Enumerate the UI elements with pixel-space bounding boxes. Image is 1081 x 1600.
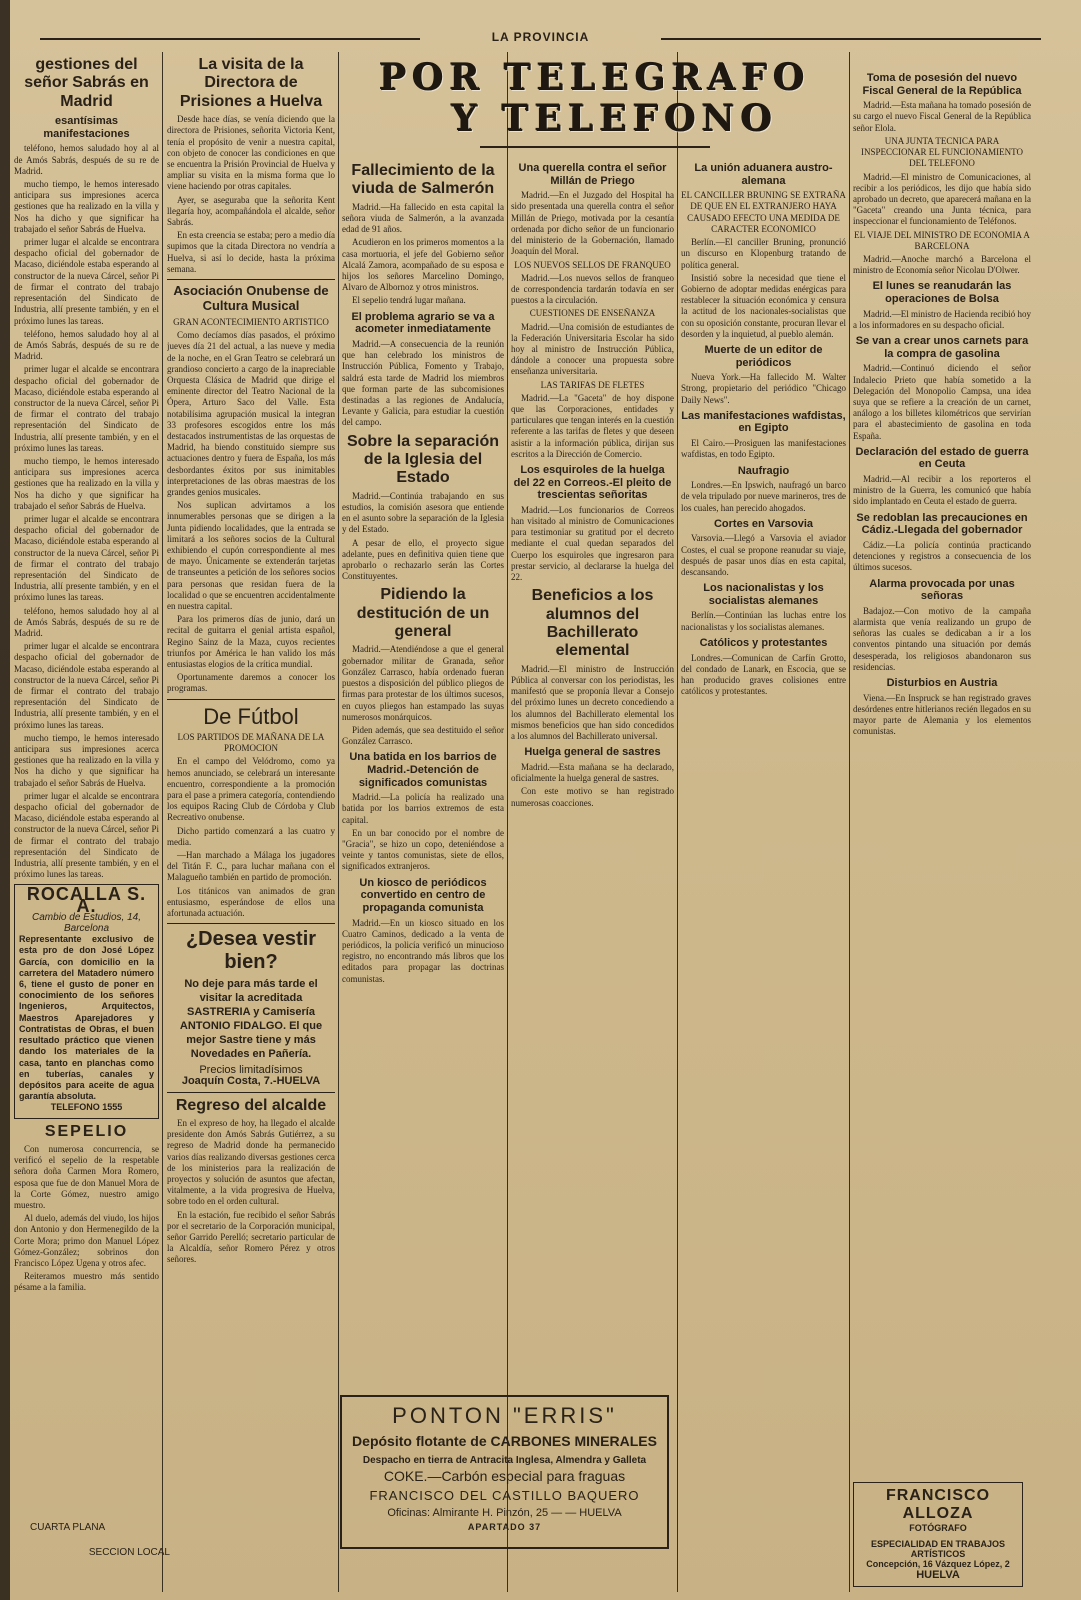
headline: Una querella contra el señor Millán de Priego <box>518 162 667 187</box>
paragraph: Londres.—Comunican de Carfín Grotto, del condado de Lanark, en Escocia, que se han producido graves colisiones entre católicos y protestantes. <box>681 652 846 697</box>
ad-subtitle: Cambio de Estudios, 14, Barcelona <box>32 911 141 935</box>
paragraph: Los titánicos van animados de gran entusiasmo, esperándose de ellos una afortunada actuación. <box>167 885 335 918</box>
paragraph: En esta creencia se estaba; pero a medio día supimos que la citada Directora no vendría a Huelva, si así lo decide, hasta la próxima semana. <box>167 230 335 274</box>
headline: Disturbios en Austria <box>886 677 998 689</box>
headline: ¿Desea vestir bien? <box>185 928 317 974</box>
paragraph: Madrid.—Ha fallecido en esta capital la señora viuda de Salmerón, a la avanzada edad de 91 años. <box>342 201 504 235</box>
banner-line-1: POR TELEGRAFO <box>379 57 811 99</box>
ponton-erris-ad <box>340 1395 669 1549</box>
section-footer <box>30 1522 170 1572</box>
headline: Se van a crear unos carnets para la compra de gasolina <box>855 335 1029 360</box>
ad-title: PONTON "ERRIS" <box>392 1403 617 1428</box>
subheadline: CUESTIONES DE ENSEÑANZA <box>529 308 656 319</box>
subheadline: LAS TARIFAS DE FLETES <box>540 379 645 390</box>
column-divider <box>338 52 339 1592</box>
banner-underline <box>480 146 710 148</box>
headline: Huelga general de sastres <box>524 746 661 759</box>
divider <box>167 1092 335 1093</box>
paragraph: Madrid.—Anoche marchó a Barcelona el ministro de Economía señor Nicolau D'Olwer. <box>853 253 1031 276</box>
column-3 <box>342 158 504 1388</box>
divider <box>167 923 335 924</box>
paragraph: A pesar de ello, el proyecto sigue adelante, pues en definitiva quien tiene que aprobarlo o rechazarlo serán las Cortes Constituyentes. <box>342 537 504 582</box>
paragraph: teléfono, hemos saludado hoy al al de Amós Sabrás, después de su re de Madrid. <box>14 328 159 362</box>
paragraph: Varsovia.—Llegó a Varsovia el aviador Costes, el cual se propone reanudar su viaje, después de pasar unos días en esta capital, descansando. <box>681 533 846 577</box>
paragraph: En la estación, fue recibido el señor Sabrás por el secretario de la Corporación municipal, señor Garrido Perelló; secretario particular de la Alcaldía, señor Romero Pérez y otros señores. <box>167 1209 335 1265</box>
paragraph: Madrid.—En un kiosco situado en los Cuatro Caminos, dedicado a la venta de periódicos, la policía verificó un minucioso registro, no encontrando más libros que los editados para propagar las doctrinas comunistas. <box>342 917 504 984</box>
column-5 <box>681 158 846 1588</box>
headline: Se redoblan las precauciones en Cádiz.-Llegada del gobernador <box>856 511 1028 537</box>
paragraph: Madrid.—Esta mañana ha tomado posesión de su cargo el nuevo Fiscal General de la República señor Elola. <box>853 100 1031 133</box>
paragraph: Insistió sobre la necesidad que tiene el Gobierno de adoptar medidas enérgicas para restablecer la situación económica y censura la actitud de los nacionales-socialistas que con su oposición constante, procuran llevar el desorden y la inquietud, al pueblo alemán. <box>681 272 846 339</box>
paragraph: En un bar conocido por el nombre de "Gracia", se hizo un copo, deteniéndose a veinte y tantos comunistas, siete de ellos, significados extranjeros. <box>342 827 504 872</box>
headline: Los nacionalistas y los socialistas alemanes <box>703 582 824 607</box>
paragraph: Al duelo, además del viudo, los hijos don Antonio y don Hermenegildo de la Corte Mora; primo don Manuel López Gómez-González; sobrinos don Francisco López Ugena y otros afec. <box>14 1213 159 1268</box>
subheadline: EL CANCILLER BRUNING SE EXTRAÑA DE QUE EN EL EXTRANJERO HAYA CAUSADO EFECTO UNA MEDIDA DE CARACTER ECONOMICO <box>681 190 846 234</box>
paragraph: Madrid.—Al recibir a los reporteros el ministro de la Guerra, les comunicó que había sido implantado en Ceuta el estado de guerra. <box>853 474 1031 507</box>
page-edge-shadow <box>0 0 10 1600</box>
paragraph: Madrid.—El ministro de Instrucción Pública al conversar con los periodistas, les manifestó que se proponía llevar a Consejo del próximo lunes un decreto concediendo a los alumnos del Bachillerato elemental los mismos beneficios que han sido concedidos a los alumnos del Bachillerato universal. <box>511 663 674 742</box>
paragraph: Reiteramos muestro más sentido pésame a la familia. <box>14 1271 159 1293</box>
ad-city: HUELVA <box>916 1569 960 1581</box>
paragraph: primer lugar el alcalde se encontrara despacho oficial del gobernador de Macaso, diciéndole estaba esperando al constructor de la nueva Cárcel, señor Pi de firmar el contrato del trabajo representación del Sindicato de Industria, allí presente también, y en el próximo lunes las tareas. <box>14 641 159 730</box>
headline: Una batida en los barrios de Madrid.-Detención de significados comunistas <box>349 751 497 789</box>
paragraph: Como decíamos días pasados, el próximo jueves día 21 del actual, a las nueve y media de la noche, en el Gran Teatro se celebrará un grandioso concierto a cargo de la inapreciable Orquesta Clásica de Madrid que dirige el eminente director del Teatro Nacional de la Ópera, Arturo Saco del Valle. Esta notabilísima agrupación musical la integran 33 profesores escogidos entre los más destacados instrumentistas de las orquestas de Madrid, ha biendo constituido siempre sus actuaciones dentro y fuera de España, los más desbordantes éxitos por sus inimitables interpretaciones de las obras maestras de los grandes genios musicales. <box>167 330 335 497</box>
paragraph: mucho tiempo, le hemos interesado anticipara sus impresiones acerca gestiones que ha realizado en la villa y Nos ha dicho y que significar ha trabajado el señor Sabrás de Huelva. <box>14 179 159 234</box>
ad-line: Despacho en tierra de Antracita Inglesa, Almendra y Galleta <box>362 1455 647 1466</box>
column-6 <box>853 68 1031 1468</box>
column-divider <box>677 52 678 1592</box>
headline: La visita de la Directora de Prisiones a Huelva <box>179 56 323 110</box>
paragraph: Madrid.—En el Juzgado del Hospital ha sido presentada una querella contra el señor Millán de Priego, motivada por la cesantía ordenada por dicho señor de un funcionario del ministerio de la Gobernación, llamado Joaquín del Moral. <box>511 190 674 257</box>
paragraph: Nos suplican advirtamos a los innumerables personas que se dirigen a la Junta pidiendo localidades, que la entrada se limitará a los señores socios de la Cultural exhibiendo el cupón correspondiente al mes de mayo. Únicamente se extenderán tarjetas de transeuntes a petición de los señores socios para personas que residan fuera de la localidad o que se encuentren accidentalmente en nuestra capital. <box>167 500 335 611</box>
headline: Beneficios a los alumnos del Bachillerato elemental <box>531 587 654 660</box>
paragraph: Madrid.—A consecuencia de la reunión que han celebrado los ministros de Instrucción Pública, Fomento y Trabajo, saldrá esta tarde de Madrid los miembros que forman parte de las subcomisiones destinadas a las regiones de Andalucía, Levante y Galicia, para estudiar la cuestión del campo. <box>342 338 504 428</box>
paragraph: Madrid.—Continúa trabajando en sus estudios, la comisión asesora que entiende en el asunto sobre la separación de la Iglesia y del Estado. <box>342 490 504 535</box>
paragraph: teléfono, hemos saludado hoy al al de Amós Sabrás, después de su re de Madrid. <box>14 605 159 638</box>
ad-phone: TELEFONO 1555 <box>50 1102 123 1113</box>
headline: La unión aduanera austro-alemana <box>694 162 833 187</box>
subheadline: esantísimas manifestaciones <box>43 115 130 140</box>
headline: El problema agrario se va a acometer inmediatamente <box>351 310 495 336</box>
subheadline: UNA JUNTA TECNICA PARA INSPECCIONAR EL FUNCIONAMIENTO DEL TELEFONO <box>860 135 1023 169</box>
paragraph: teléfono, hemos saludado hoy al al de Amós Sabrás, después de su re de Madrid. <box>14 143 159 176</box>
ad-line: ESPECIALIDAD EN TRABAJOS ARTÍSTICOS <box>870 1539 1005 1559</box>
ad-po-box: APARTADO 37 <box>467 1522 542 1532</box>
footer-left: CUARTA PLANA <box>30 1522 106 1533</box>
paragraph: primer lugar el alcalde se encontrara despacho oficial del gobernador de Macaso, diciéndole estaba esperando al constructor de la nueva Cárcel, señor Pi de firmar el contrato del trabajo representación del Sindicato de Industria, allí presente también, y en el próximo lunes las tareas. <box>14 237 159 326</box>
headline: Cortes en Varsovia <box>713 517 814 530</box>
headline: Fallecimiento de la viuda de Salmerón <box>351 162 495 198</box>
paragraph: Madrid.—Los nuevos sellos de franqueo de correspondencia tardarán todavía en ser puestos a la circulación. <box>511 272 674 306</box>
headline: Católicos y protestantes <box>699 636 828 649</box>
ad-line: Precios limitadísimos <box>199 1064 303 1077</box>
ad-address: Joaquín Costa, 7.-HUELVA <box>181 1075 321 1088</box>
paragraph: mucho tiempo, le hemos interesado anticipara sus impresiones acerca gestiones que ha realizado en la villa y Nos ha dicho y que significar ha trabajado el señor Sabrás de Huelva. <box>14 732 159 788</box>
footer-right: SECCION LOCAL <box>88 1547 170 1558</box>
headline: Declaración del estado de guerra en Ceuta <box>855 445 1029 471</box>
paragraph: Madrid.—El ministro de Hacienda recibió hoy a los informadores en su despacho oficial. <box>853 308 1031 330</box>
paragraph: mucho tiempo, le hemos interesado anticipara sus impresiones acerca gestiones que ha realizado en la villa y Nos ha dicho y que significar ha trabajado el señor Sabrás de Huelva. <box>14 455 159 511</box>
paragraph: En el campo del Velódromo, como ya hemos anunciado, se celebrará un interesante encuentro, correspondiente a la promoción para el pase a primera categoría, contendiendo los equipos Racing Club de Córdoba y Club Recreativo onubense. <box>167 756 335 823</box>
paragraph: En el expreso de hoy, ha llegado el alcalde presidente don Amós Sabrás Gutiérrez, a su regreso de Madrid donde ha permanecido varios días realizando diversas gestiones cerca de los ministerios para la realización de proyectos y solución de asuntos que afectan, vitalmente, a la vida progresiva de Huelva, sobre todo en el orden cultural. <box>167 1117 335 1207</box>
ad-body: Representante exclusivo de esta pro de don José López García, con domicilio en la carretera del Matadero número 6, tiene el gusto de poner en conocimiento de los señores Ingenieros, Arquitectos, Maestros Aparejadores y Contratistas de Obras, el buen resultado práctico que vienen dando los materiales de la casa, tanto en planchas como en tuberías, canales y depósitos para aceite de agua garantía absoluta. <box>19 934 154 1102</box>
ad-subtitle: FOTÓGRAFO <box>909 1523 967 1533</box>
headline: gestiones del señor Sabrás en Madrid <box>24 56 149 110</box>
column-divider <box>162 52 163 1592</box>
paragraph: Madrid.—La policía ha realizado una batida por los barrios extremos de esta capital. <box>342 792 504 825</box>
paragraph: Madrid.—Esta mañana se ha declarado, oficialmente la huelga general de sastres. <box>511 761 674 784</box>
headline: Las manifestaciones wafdistas, en Egipto <box>681 409 846 435</box>
headline: Sobre la separación de la Iglesia del Estado <box>346 432 500 487</box>
headline: Muerte de un editor de periódicos <box>704 343 823 369</box>
sastreria-ad: No deje para más tarde el visitar la acreditada SASTRERIA y Camisería ANTONIO FIDALGO. El que mejor Sastre tiene y más Novedades en Pañería. <box>179 978 323 1061</box>
paragraph: Madrid.—La "Gaceta" de hoy dispone que las Corporaciones, entidades y particulares que tengan interés en la cuestión referente a las tarifas de fletes y que deseen asistir a la información pública, dirijan sus escritos a la Dirección de Comercio. <box>511 392 674 459</box>
ad-line: COKE.—Carbón especial para fraguas <box>383 1468 626 1484</box>
ad-subtitle: Depósito flotante de CARBONES MINERALES <box>352 1433 657 1449</box>
paragraph: Con numerosa concurrencia, se verificó el sepelio de la respetable señora doña Carmen Mora Romero, esposa que fue de don Manuel Mora de la Corte Gómez, nuestro amigo muestro. <box>14 1143 159 1210</box>
headline: Regreso del alcalde <box>175 1096 327 1114</box>
paragraph: —Han marchado a Málaga los jugadores del Titán F. C., para luchar mañana con el Malagueño también en partido de promoción. <box>167 849 335 883</box>
ad-title: ROCALLA S. A. <box>26 884 147 916</box>
divider <box>167 279 335 280</box>
headline: Los esquiroles de la huelga del 22 en Correos.-El pleito de trescientas señoritas <box>513 463 672 502</box>
paragraph: primer lugar el alcalde se encontrara despacho oficial del gobernador de Macaso, diciéndole estaba esperando al constructor de la nueva Cárcel, señor Pi de firmar el contrato del trabajo representación del Sindicato de Industria, allí presente también, y en el próximo lunes las tareas. <box>14 513 159 603</box>
ad-name: FRANCISCO DEL CASTILLO BAQUERO <box>369 1488 640 1503</box>
banner-line-2: Y TELEFONO <box>451 98 779 140</box>
column-2 <box>167 52 335 1592</box>
paragraph: Piden además, que sea destituido el señor González Carrasco. <box>342 724 504 747</box>
paragraph: primer lugar el alcalde se encontrara despacho oficial del gobernador de Macaso, diciéndole estaba esperando al constructor de la nueva Cárcel, señor Pi de firmar el contrato del trabajo representación del Sindicato de Industria, allí presente también, y en el próximo lunes las tareas. <box>14 364 159 453</box>
subheadline: LOS PARTIDOS DE MAÑANA DE LA PROMOCION <box>177 731 325 754</box>
paragraph: Madrid.—Continuó diciendo el señor Indalecio Prieto que había sometido a la Delegación del Monopolio Campsa, una idea suya que se refiere a la creación de un carnet, análogo a los billetes kilométricos que servirían para el abastecimiento de gasolina en toda España. <box>853 363 1031 441</box>
paragraph: Badajoz.—Con motivo de la campaña alarmista que venía realizando un grupo de señoras las cuales se dedicaban a ir a los conventos pintando una situación por demás desesperada, los religiosos abandonaron sus residencias. <box>853 605 1031 672</box>
paragraph: Cádiz.—La policía continúa practicando detenciones y registros a consecuencia de los últimos sucesos. <box>853 539 1031 573</box>
paragraph: Nueva York.—Ha fallecido M. Walter Strong, propietario del periódico "Chicago Daily News". <box>681 372 846 405</box>
alloza-photographer-ad <box>853 1482 1023 1587</box>
column-divider <box>849 52 850 1592</box>
divider <box>167 699 335 700</box>
column-1 <box>14 52 159 1512</box>
paragraph: Oportunamente daremos a conocer los programas. <box>167 672 335 694</box>
paragraph: Berlín.—El canciller Bruning, pronunció un discurso en Klopenburg tratando de política general. <box>681 237 846 270</box>
paragraph: Para los primeros días de junio, dará un recital de guitarra el genial artista español, Regino Sainz de la Maza, cuyos recientes triunfos por América le han valido los más entusiastas elogios de la crítica mundial. <box>167 614 335 669</box>
column-4 <box>511 158 674 1388</box>
column-divider <box>507 52 508 1592</box>
paragraph: Con este motivo se han registrado numerosas coacciones. <box>511 786 674 808</box>
headline: Alarma provocada por unas señoras <box>869 577 1015 603</box>
paragraph: Dicho partido comenzará a las cuatro y media. <box>167 825 335 847</box>
headline: Un kiosco de periódicos convertido en centro de propaganda comunista <box>359 876 487 914</box>
paragraph: Londres.—En Ipswich, naufragó un barco de vela tripulado por nueve marineros, tres de los cuales, han perecido ahogados. <box>681 480 846 513</box>
paragraph: Ayer, se aseguraba que la señorita Kent llegaría hoy, acompañándola el alcalde, señor Sabrás. <box>167 194 335 227</box>
ad-address: Oficinas: Almirante H. Pinzón, 25 — — HUELVA <box>387 1507 622 1519</box>
headline: Naufragio <box>737 464 790 477</box>
headline: De Fútbol <box>203 703 299 729</box>
headline: Toma de posesión del nuevo Fiscal General de la República <box>862 72 1022 97</box>
subheadline: LOS NUEVOS SELLOS DE FRANQUEO <box>514 259 671 270</box>
paragraph: Madrid.—Una comisión de estudiantes de la Federación Universitaria Escolar ha sido hoy al ministro de Instrucción Pública, dándole a conocer una propuesta sobre enseñanza universitaria. <box>511 321 674 377</box>
paragraph: Madrid.—Los funcionarios de Correos han visitado al ministro de Comunicaciones para testimoniar su gratitud por el decreto mediante el cual quedan separados del Cuerpo los esquiroles que ingresaron para prestar servicio, al declararse la huelga del 22. <box>511 504 674 583</box>
paragraph: El Cairo.—Prosiguen las manifestaciones wafdistas, en todo Egipto. <box>681 438 846 460</box>
headline: El lunes se reanudarán las operaciones de Bolsa <box>872 280 1012 305</box>
section-banner <box>340 58 850 148</box>
headline: Asociación Onubense de Cultura Musical <box>173 283 329 313</box>
paragraph: Berlín.—Continúan las luchas entre los nacionalistas y los socialistas alemanes. <box>681 610 846 632</box>
subheadline: GRAN ACONTECIMIENTO ARTISTICO <box>173 316 329 327</box>
paragraph: Madrid.—El ministro de Comunicaciones, al recibir a los periódicos, les dijo que había sido aprobado un decreto, que aparecerá mañana en la "Gaceta" creando una Junta técnica, para inspeccionar el funcionamiento de Teléfonos. <box>853 171 1031 227</box>
paragraph: Madrid.—Atendiéndose a que el general gobernador militar de Granada, señor González Carrasco, había ordenado fueran puestos a disposición del público pliegos de firmas para protestar de los últimos sucesos, en cuyos pliegos han estampado las suyas numerosos monárquicos. <box>342 644 504 722</box>
paragraph: Viena.—En Inspruck se han registrado graves desórdenes entre hitlerianos recién llegados en su mayor parte de Alemania y los elementos comunistas. <box>853 692 1031 737</box>
paragraph: Desde hace días, se venía diciendo que la directora de Prisiones, señorita Victoria Kent, tenía el propósito de venir a nuestra capital, con objeto de conocer las condiciones en que se encuentra la Prisión Provincial de Huelva y ampliar su visita en la misma forma que lo viene haciendo por otras capitales. <box>167 114 335 192</box>
headline: SEPELIO <box>44 1122 129 1140</box>
paragraph: El sepelio tendrá lugar mañana. <box>352 295 466 306</box>
headline: Pidiendo la destitución de un general <box>356 586 490 641</box>
ad-title: FRANCISCO ALLOZA <box>885 1487 991 1522</box>
subheadline: EL VIAJE DEL MINISTRO DE ECONOMIA A BARCELONA <box>854 229 1030 251</box>
ad-address: Concepción, 16 Vázquez López, 2 <box>866 1559 1010 1569</box>
masthead: LA PROVINCIA <box>0 30 1081 46</box>
rocalla-ad <box>14 884 159 1118</box>
paragraph: primer lugar el alcalde se encontrara despacho oficial del gobernador de Macaso, diciéndole estaba esperando al constructor de la nueva Cárcel, señor Pi de firmar el contrato del trabajo representación del Sindicato de Industria, allí presente también, y en el próximo lunes las tareas. <box>14 790 159 880</box>
paragraph: Acudieron en los primeros momentos a la casa mortuoria, el jefe del Gobierno señor Alcalá Zamora, acompañado de su esposa e hijos los señores Marcelino Domingo, Alvaro de Albornoz y otros ministros. <box>342 237 504 293</box>
